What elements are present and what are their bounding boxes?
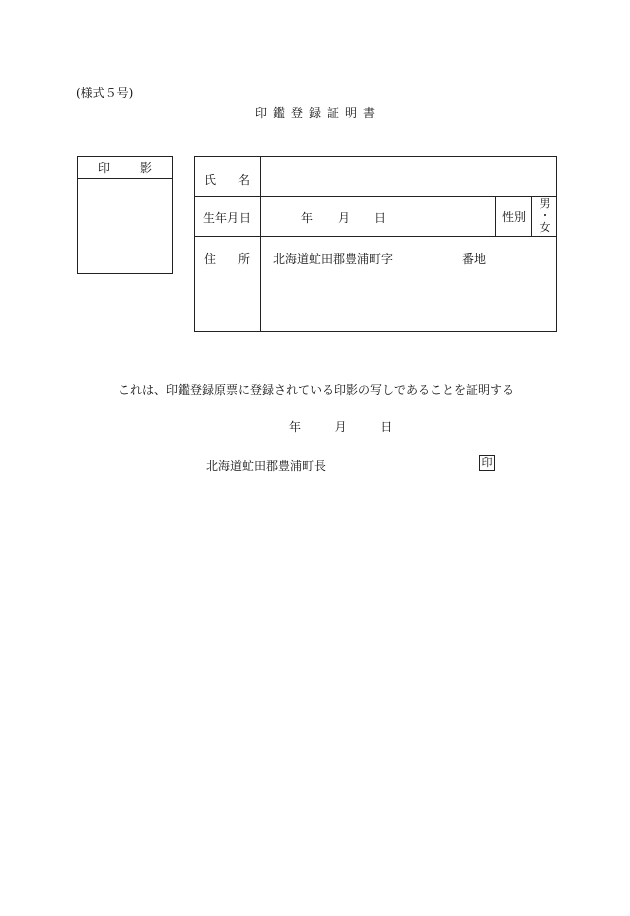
seal-label-1: 印 xyxy=(97,161,110,175)
sex-male: 男 xyxy=(539,197,551,210)
sex-options xyxy=(531,196,558,236)
issue-month: 月 xyxy=(334,420,347,434)
issuer-name: 北海道虻田郡豊浦町長 xyxy=(206,459,327,473)
issue-year: 年 xyxy=(289,420,302,434)
seal-label-2: 影 xyxy=(140,161,153,175)
name-label-char-2: 名 xyxy=(237,173,250,187)
sex-female: 女 xyxy=(539,221,551,234)
column-divider xyxy=(260,157,261,331)
address-suffix: 番地 xyxy=(462,252,487,266)
sex-label: 性別 xyxy=(495,196,532,236)
dob-year: 年 xyxy=(301,211,314,225)
issue-date xyxy=(289,418,392,435)
name-label xyxy=(204,171,250,188)
dob-label: 生年月日 xyxy=(203,211,252,225)
dob-day: 日 xyxy=(374,211,387,225)
dob-month: 月 xyxy=(338,211,351,225)
certification-statement: これは、印鑑登録原票に登録されている印影の写しであることを証明する xyxy=(117,383,514,397)
issue-day: 日 xyxy=(380,420,393,434)
form-number: (様式５号) xyxy=(76,86,134,100)
row-divider-2 xyxy=(195,236,556,237)
sex-separator: ・ xyxy=(539,209,551,222)
name-label-char-1: 氏 xyxy=(204,173,217,187)
address-label xyxy=(204,250,250,267)
document-title: 印鑑登録証明書 xyxy=(254,106,381,120)
registrant-info-table xyxy=(194,156,557,332)
address-label-char-2: 所 xyxy=(237,252,250,266)
seal-impression-box xyxy=(77,156,173,274)
seal-box-header xyxy=(78,157,172,179)
address-label-char-1: 住 xyxy=(204,252,217,266)
official-stamp-mark: 印 xyxy=(479,455,495,471)
address-prefix: 北海道虻田郡豊浦町字 xyxy=(273,252,394,266)
